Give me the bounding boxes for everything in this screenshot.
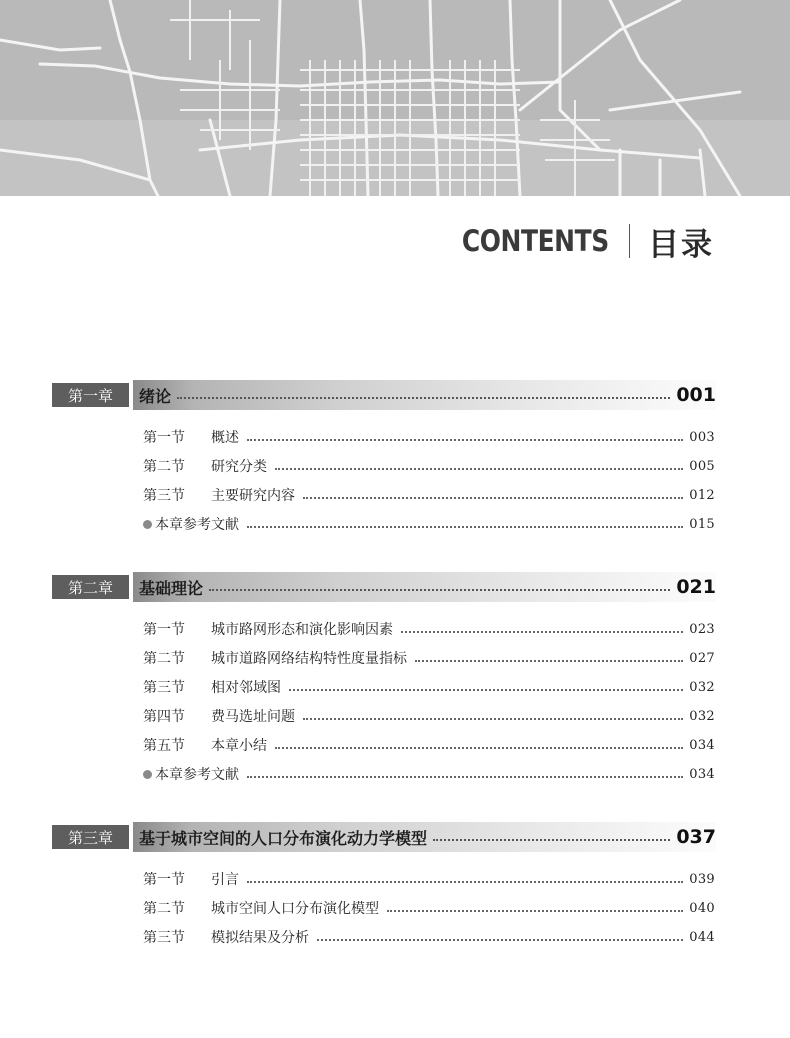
heading-chinese: 目录 (648, 226, 714, 263)
section-title: 概述 (211, 430, 239, 446)
chapter-bar (133, 822, 716, 852)
leader-dots (209, 589, 670, 591)
city-road-map-banner (0, 0, 790, 196)
bullet-icon (143, 770, 152, 779)
section-title: 城市空间人口分布演化模型 (211, 901, 379, 917)
leader-dots (317, 939, 683, 941)
section-page: 005 (689, 458, 715, 474)
section-title: 主要研究内容 (211, 488, 295, 504)
section-number: 第四节 (143, 709, 185, 725)
section-page: 012 (689, 487, 715, 503)
section-title: 本章参考文献 (155, 767, 239, 783)
section-title: 引言 (211, 872, 239, 888)
section-title: 本章小结 (211, 738, 267, 754)
section-page: 027 (689, 650, 715, 666)
section-title: 城市路网形态和演化影响因素 (211, 622, 393, 638)
section-page: 044 (689, 929, 715, 945)
section-number: 第三节 (143, 930, 185, 946)
toc-entry[interactable] (143, 618, 715, 640)
section-page: 032 (689, 708, 715, 724)
toc-entry-references[interactable] (143, 513, 715, 535)
section-number: 第一节 (143, 622, 185, 638)
leader-dots (303, 497, 683, 499)
leader-dots (433, 839, 670, 841)
section-number: 第二节 (143, 459, 185, 475)
heading-separator (629, 224, 631, 258)
section-number: 第二节 (143, 901, 185, 917)
chapter-label: 第一章 (52, 383, 129, 407)
toc-entry[interactable] (143, 484, 715, 506)
section-page: 040 (689, 900, 715, 916)
section-page: 003 (689, 429, 715, 445)
section-number: 第一节 (143, 872, 185, 888)
section-title: 城市道路网络结构特性度量指标 (211, 651, 407, 667)
leader-dots (247, 439, 683, 441)
leader-dots (401, 631, 683, 633)
toc-entry[interactable] (143, 734, 715, 756)
leader-dots (247, 526, 683, 528)
leader-dots (247, 881, 683, 883)
toc-entry[interactable] (143, 705, 715, 727)
chapter-title: 绪论 (139, 386, 172, 406)
toc-entry[interactable] (143, 426, 715, 448)
chapter-title: 基于城市空间的人口分布演化动力学模型 (139, 828, 428, 848)
section-title: 相对邻域图 (211, 680, 281, 696)
city-road-map-graphic (0, 0, 790, 196)
toc-entry[interactable] (143, 455, 715, 477)
section-number: 第一节 (143, 430, 185, 446)
section-title: 费马选址问题 (211, 709, 295, 725)
section-page: 023 (689, 621, 715, 637)
leader-dots (303, 718, 683, 720)
toc-entry[interactable] (143, 676, 715, 698)
leader-dots (247, 776, 683, 778)
contents-heading (438, 218, 714, 264)
chapter-label: 第二章 (52, 575, 129, 599)
leader-dots (177, 397, 670, 399)
chapter-title: 基础理论 (139, 578, 204, 598)
leader-dots (289, 689, 683, 691)
toc-entry[interactable] (143, 897, 715, 919)
chapter-page: 037 (676, 826, 716, 848)
toc-entry-references[interactable] (143, 763, 715, 785)
section-title: 模拟结果及分析 (211, 930, 309, 946)
chapter-label: 第三章 (52, 825, 129, 849)
section-page: 039 (689, 871, 715, 887)
leader-dots (387, 910, 683, 912)
bullet-icon (143, 520, 152, 529)
section-page: 034 (689, 737, 715, 753)
chapter-row[interactable] (52, 380, 716, 410)
heading-english: CONTENTS (461, 224, 609, 258)
chapter-bar (133, 380, 716, 410)
section-page: 032 (689, 679, 715, 695)
leader-dots (275, 747, 683, 749)
section-number: 第三节 (143, 488, 185, 504)
chapter-page: 021 (676, 576, 716, 598)
toc-entry[interactable] (143, 926, 715, 948)
section-number: 第二节 (143, 651, 185, 667)
section-page: 034 (689, 766, 715, 782)
section-page: 015 (689, 516, 715, 532)
leader-dots (275, 468, 683, 470)
chapter-bar (133, 572, 716, 602)
section-title: 本章参考文献 (155, 517, 239, 533)
chapter-row[interactable] (52, 572, 716, 602)
toc-entry[interactable] (143, 647, 715, 669)
chapter-page: 001 (676, 384, 716, 406)
section-number: 第三节 (143, 680, 185, 696)
chapter-row[interactable] (52, 822, 716, 852)
section-title: 研究分类 (211, 459, 267, 475)
leader-dots (415, 660, 683, 662)
section-number: 第五节 (143, 738, 185, 754)
toc-entry[interactable] (143, 868, 715, 890)
